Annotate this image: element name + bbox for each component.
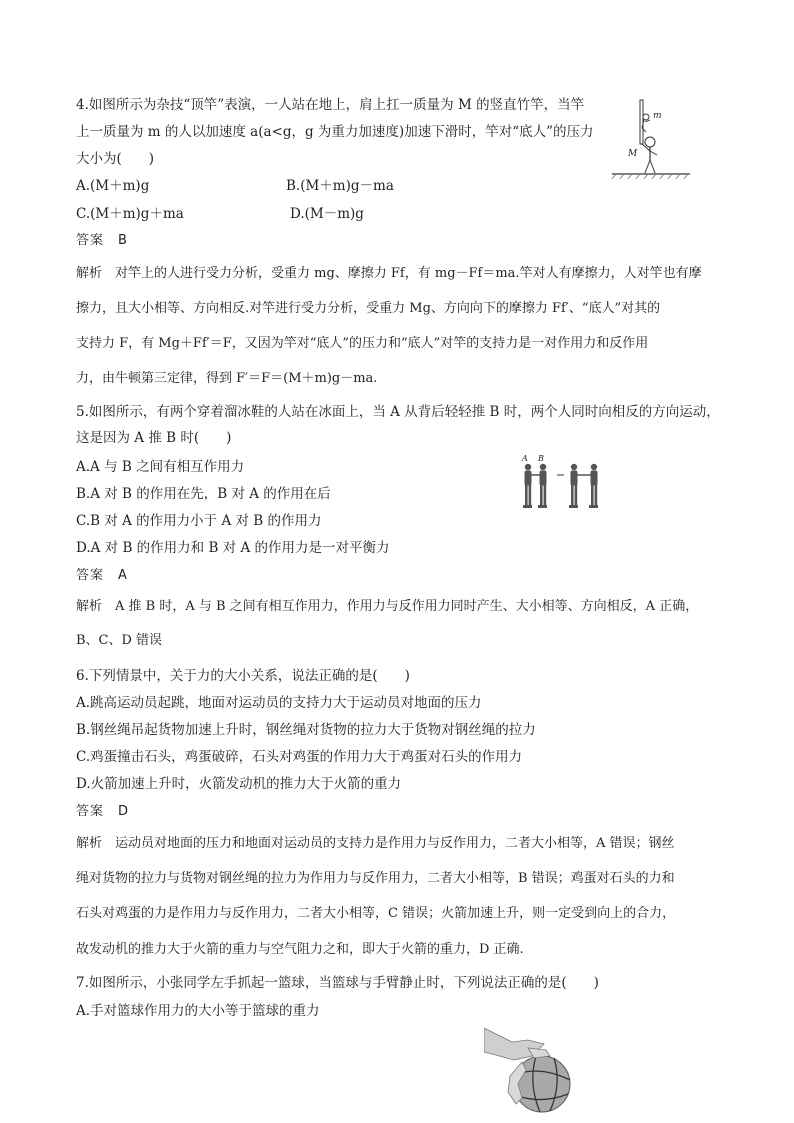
basketball-figure xyxy=(484,1026,574,1116)
q4-explanation-line-4: 力，由牛顿第三定律，得到 F′＝F＝(M＋m)g－ma. xyxy=(76,371,378,386)
q4-explanation-line-2: 擦力，且大小相等、方向相反.对竿进行受力分析，受重力 Mg、方向向下的摩擦力 Ff′、“底人”对其的 xyxy=(76,301,661,316)
q5-option-d: D.A 对 B 的作用力和 B 对 A 的作用力是一对平衡力 xyxy=(76,540,390,556)
q6-explanation-line-3: 石头对鸡蛋的力是作用力与反作用力，二者大小相等，C 错误；火箭加速上升，则一定受到向上的合力， xyxy=(76,906,676,921)
q4-option-b: B.(M＋m)g－ma xyxy=(286,178,394,194)
pole-figure xyxy=(610,96,694,180)
q6-explanation-line-4: 故发动机的推力大于火箭的重力与空气阻力之和，即大于火箭的重力，D 正确. xyxy=(76,942,524,957)
q7-option-a: A.手对篮球作用力的大小等于篮球的重力 xyxy=(76,1003,320,1019)
q6-option-a: A.跳高运动员起跳，地面对运动员的支持力大于运动员对地面的压力 xyxy=(76,695,482,711)
q4-option-d: D.(M－m)g xyxy=(290,206,364,222)
q4-explanation-line-1: 解析 对竿上的人进行受力分析，受重力 mg、摩擦力 Ff，有 mg－Ff＝ma.竿对人有摩擦力，人对竿也有摩 xyxy=(76,266,702,281)
q6-option-b: B.钢丝绳吊起货物加速上升时，钢丝绳对货物的拉力大于货物对钢丝绳的拉力 xyxy=(76,722,536,738)
skaters-figure xyxy=(516,452,610,514)
q4-stem-line-2: 上一质量为 m 的人以加速度 a(a<g，g 为重力加速度)加速下滑时，竿对“底人”的压力 xyxy=(76,124,594,140)
q4-explanation-line-3: 支持力 F，有 Mg＋Ff′＝F，又因为竿对“底人”的压力和“底人”对竿的支持力是一对作用力和反作用 xyxy=(76,336,649,351)
q6-explanation-line-2: 绳对货物的拉力与货物对钢丝绳的拉力为作用力与反作用力，二者大小相等，B 错误；鸡蛋对石头的力和 xyxy=(76,871,675,886)
label-m: m xyxy=(653,111,662,121)
q5-explanation-line-2: B、C、D 错误 xyxy=(76,633,163,648)
q6-option-d: D.火箭加速上升时，火箭发动机的推力大于火箭的重力 xyxy=(76,776,402,792)
q5-option-b: B.A 对 B 的作用在先，B 对 A 的作用在后 xyxy=(76,486,331,502)
q5-option-a: A.A 与 B 之间有相互作用力 xyxy=(76,459,245,475)
label-A: A xyxy=(522,454,528,463)
q4-option-a: A.(M＋m)g xyxy=(76,178,150,194)
q6-stem: 6.下列情景中，关于力的大小关系，说法正确的是( ) xyxy=(76,668,410,684)
q5-stem-line-1: 5.如图所示，有两个穿着溜冰鞋的人站在冰面上，当 A 从背后轻轻推 B 时，两个人同时向相反的方向运动， xyxy=(76,404,720,420)
q6-answer: 答案 D xyxy=(76,804,130,819)
q4-stem-line-3: 大小为( ) xyxy=(76,151,155,167)
q4-answer: 答案 B xyxy=(76,233,128,248)
q6-explanation-line-1: 解析 运动员对地面的压力和地面对运动员的支持力是作用力与反作用力，二者大小相等，A 错误；钢丝 xyxy=(76,836,675,851)
label-B: B xyxy=(538,454,544,463)
q4-option-c: C.(M＋m)g＋ma xyxy=(76,206,184,222)
q5-option-c: C.B 对 A 的作用力小于 A 对 B 的作用力 xyxy=(76,513,322,529)
q5-answer: 答案 A xyxy=(76,568,128,583)
q6-option-c: C.鸡蛋撞击石头，鸡蛋破碎，石头对鸡蛋的作用力大于鸡蛋对石头的作用力 xyxy=(76,749,523,765)
q5-explanation-line-1: 解析 A 推 B 时，A 与 B 之间有相互作用力，作用力与反作用力同时产生、大小相等、方向相反，A 正确， xyxy=(76,599,699,614)
label-M: M xyxy=(628,149,638,159)
q7-stem: 7.如图所示，小张同学左手抓起一篮球，当篮球与手臂静止时，下列说法正确的是( ) xyxy=(76,975,599,991)
q4-stem-line-1: 4.如图所示为杂技“顶竿”表演，一人站在地上，肩上扛一质量为 M 的竖直竹竿，当竿 xyxy=(76,97,585,113)
q5-stem-line-2: 这是因为 A 推 B 时( ) xyxy=(76,430,232,446)
